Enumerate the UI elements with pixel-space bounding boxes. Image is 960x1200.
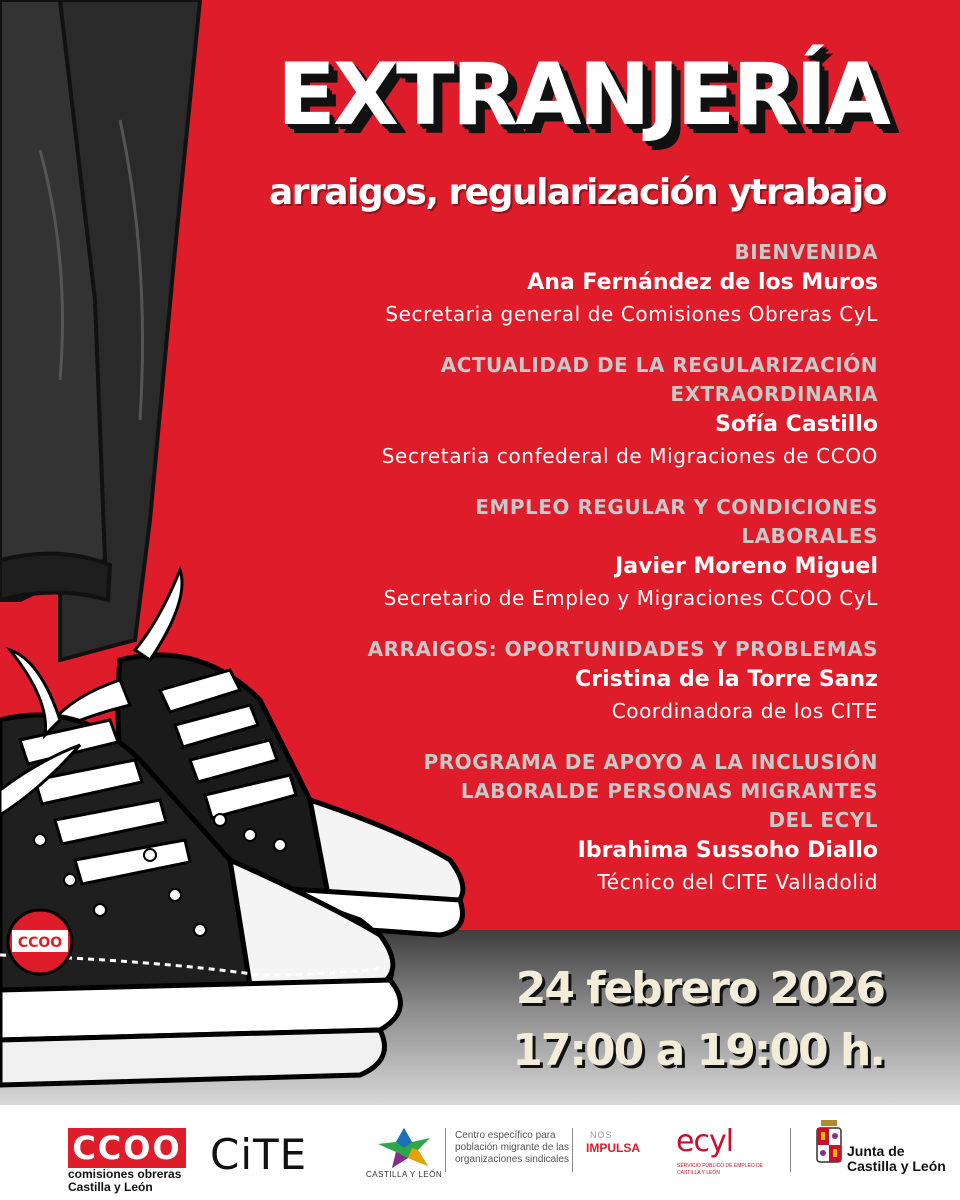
program-list [258, 238, 878, 919]
ccoo-badge-text: CCOO [17, 935, 63, 951]
ccoo-logo-subtitle: comisiones obreras Castilla y León [68, 1167, 182, 1194]
session-item [258, 238, 878, 329]
date-time-block [512, 960, 884, 1080]
speaker-role: Coordinadora de los CITE [611, 699, 878, 723]
footer-divider [790, 1128, 791, 1172]
impulsa-logo: IMPULSA [586, 1141, 640, 1155]
trouser-hem [0, 554, 110, 600]
speaker-role: Técnico del CITE Valladolid [597, 870, 878, 894]
ecyl-logo: ecyl [676, 1124, 734, 1159]
speaker-name: Ibrahima Sussoho Diallo [577, 838, 878, 863]
centro-especifico-text: Centro específico para población migrante de las organizaciones sindicales [455, 1130, 569, 1165]
event-time: 17:00 a 19:00 h. [512, 1025, 884, 1076]
speaker-role: Secretaria confederal de Migraciones de CCOO [381, 444, 878, 468]
session-title: PROGRAMA DE APOYO A LA INCLUSIÓN LABORALDE PERSONAS MIGRANTES DEL ECYL [423, 750, 878, 832]
session-title: EMPLEO REGULAR Y CONDICIONES LABORALES [475, 495, 878, 548]
speaker-name: Cristina de la Torre Sanz [575, 667, 878, 692]
ccoo-logo: CCOO [68, 1128, 186, 1168]
coat-of-arms-icon [815, 1120, 843, 1170]
castilla-leon-star-icon [372, 1126, 436, 1170]
session-item [258, 635, 878, 726]
speaker-name: Sofía Castillo [715, 412, 878, 437]
session-title: BIENVENIDA [734, 240, 878, 264]
ecyl-subtitle: SERVICIO PÚBLICO DE EMPLEO DE CASTILLA Y LEÓN [677, 1163, 764, 1176]
session-item [258, 748, 878, 897]
footer-divider [572, 1128, 573, 1172]
subtitle: arraigos, regularización ytrabajo [268, 172, 886, 213]
speaker-role: Secretario de Empleo y Migraciones CCOO CyL [383, 586, 878, 610]
session-title: ARRAIGOS: OPORTUNIDADES Y PROBLEMAS [367, 637, 878, 661]
title-block [277, 45, 888, 145]
session-item [258, 351, 878, 471]
event-date: 24 febrero 2026 [515, 963, 884, 1014]
nos-text: NOS [590, 1130, 613, 1140]
castilla-leon-caption: CASTILLA Y LEÓN [366, 1170, 443, 1179]
speaker-role: Secretaria general de Comisiones Obreras CyL [385, 302, 878, 326]
session-title: ACTUALIDAD DE LA REGULARIZACIÓN EXTRAORDINARIA [440, 353, 878, 406]
junta-logo-text: Junta de Castilla y León [847, 1143, 946, 1174]
main-title: EXTRANJERÍA [277, 45, 888, 145]
cite-logo: CiTE [210, 1130, 308, 1179]
session-item [258, 493, 878, 613]
speaker-name: Javier Moreno Miguel [615, 554, 878, 579]
footer-divider [445, 1128, 446, 1172]
front-shoe-sole-bottom [0, 1030, 385, 1085]
speaker-name: Ana Fernández de los Muros [527, 270, 878, 295]
